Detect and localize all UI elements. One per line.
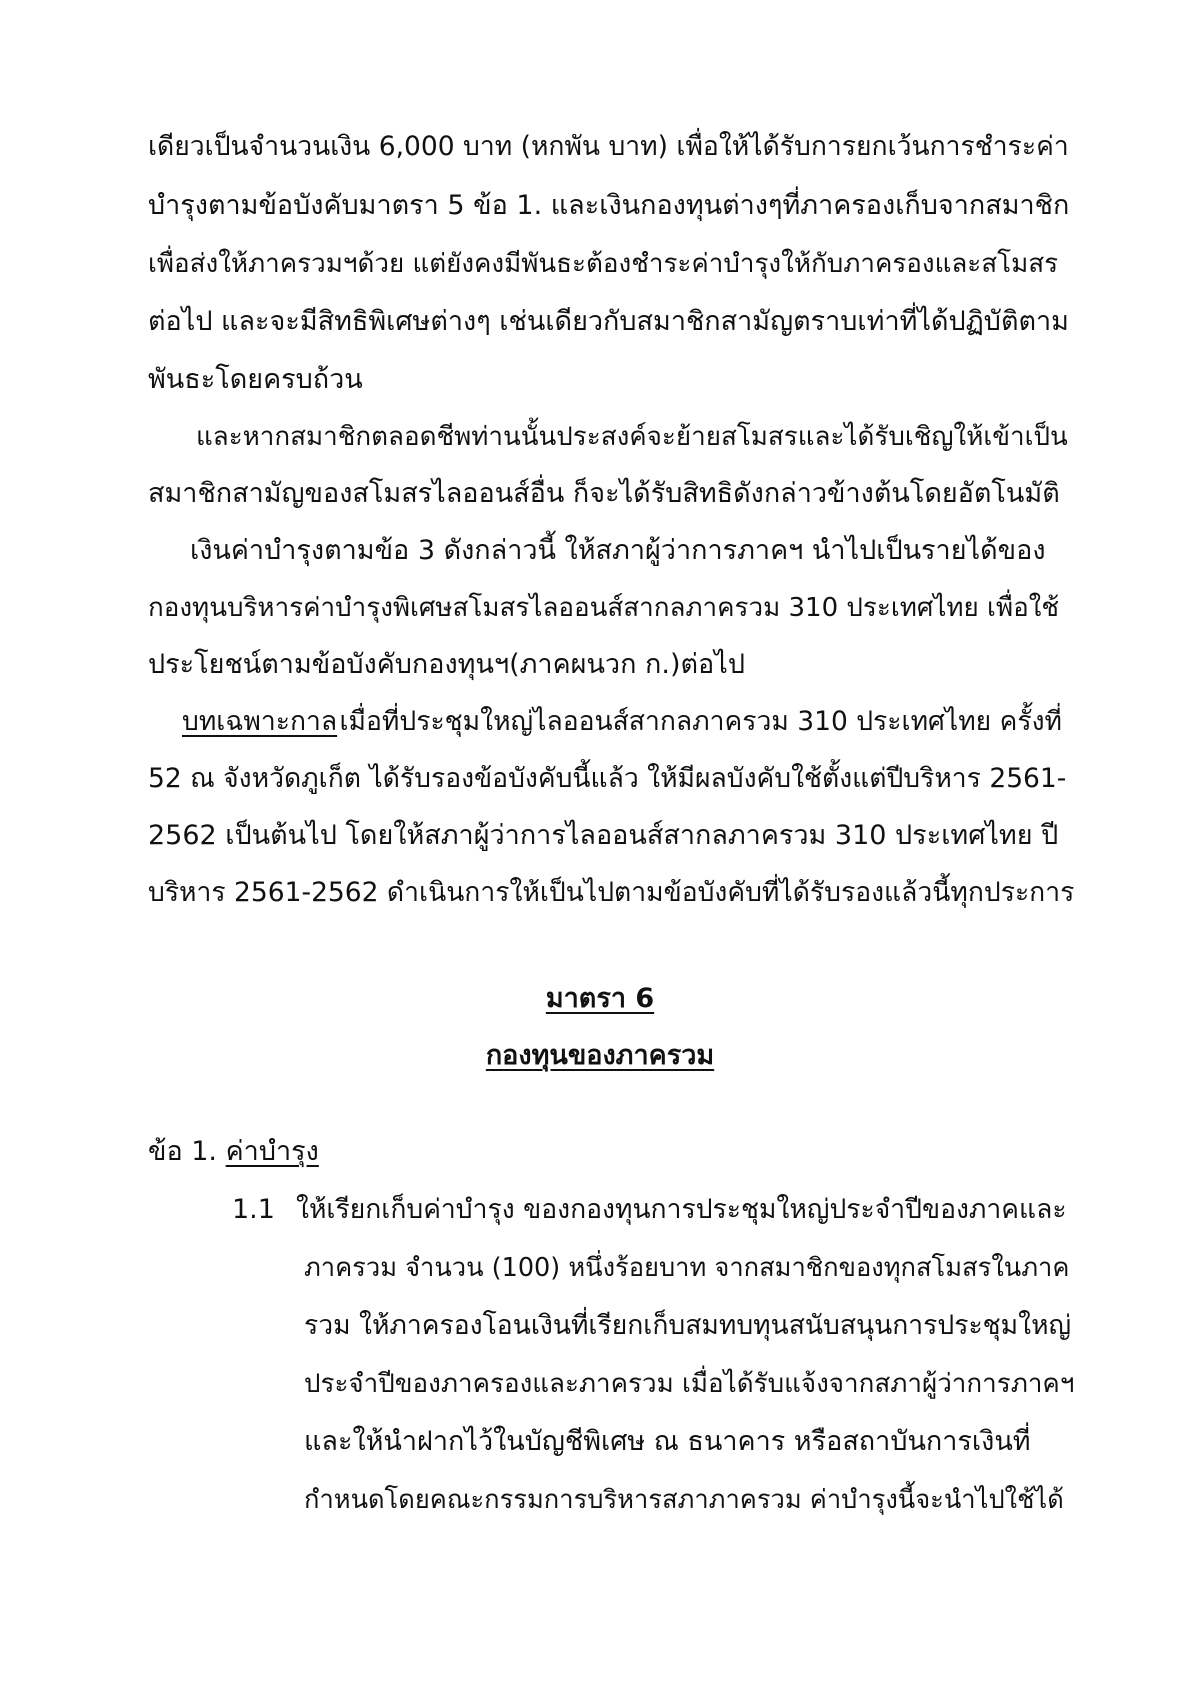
- paragraph-line: ต่อไป และจะมีสิทธิพิเศษต่างๆ เช่นเดียวกับสมาชิกสามัญตราบเท่าที่ได้ปฏิบัติตาม: [148, 306, 1069, 337]
- paragraph-line: 2562 เป็นต้นไป โดยให้สภาผู้ว่าการไลออนส์สากลภาครวม 310 ประเทศไทย ปี: [148, 820, 1059, 851]
- subclause-line: รวม ให้ภาครองโอนเงินที่เรียกเก็บสมทบทุนสนับสนุนการประชุมใหญ่: [304, 1310, 1072, 1341]
- clause-prefix: ข้อ 1.: [148, 1136, 218, 1167]
- paragraph-line: 52 ณ จังหวัดภูเก็ต ได้รับรองข้อบังคับนี้แล้ว ให้มีผลบังคับใช้ตั้งแต่ปีบริหาร 2561-: [148, 763, 1067, 794]
- paragraph-line: เพื่อส่งให้ภาครวมฯด้วย แต่ยังคงมีพันธะต้องชำระค่าบำรุงให้กับภาครองและสโมสร: [148, 249, 1059, 279]
- section-subtitle: กองทุนของภาครวม: [485, 1040, 715, 1071]
- subclause-line: ให้เรียกเก็บค่าบำรุง ของกองทุนการประชุมใหญ่ประจำปีของภาคและ: [296, 1194, 1067, 1225]
- paragraph-line: สมาชิกสามัญของสโมสรไลออนส์อื่น ก็จะได้รับสิทธิดังกล่าวข้างต้นโดยอัตโนมัติ: [148, 478, 1060, 509]
- section-title: มาตรา 6: [545, 983, 655, 1014]
- paragraph-line: กองทุนบริหารค่าบำรุงพิเศษสโมสรไลออนส์สากลภาครวม 310 ประเทศไทย เพื่อใช้: [148, 593, 1060, 623]
- transitional-provision-label: บทเฉพาะกาล: [182, 706, 338, 737]
- clause-title: ค่าบำรุง: [225, 1136, 319, 1167]
- paragraph-line: เมื่อที่ประชุมใหญ่ไลออนส์สากลภาครวม 310 ประเทศไทย ครั้งที่: [339, 706, 1062, 737]
- paragraph-line: บำรุงตามข้อบังคับมาตรา 5 ข้อ 1. และเงินกองทุนต่างๆที่ภาครองเก็บจากสมาชิก: [148, 190, 1070, 221]
- paragraph-line: และหากสมาชิกตลอดชีพท่านนั้นประสงค์จะย้ายสโมสรและได้รับเชิญให้เข้าเป็น: [196, 422, 1068, 452]
- subclause-line: และให้นำฝากไว้ในบัญชีพิเศษ ณ ธนาคาร หรือสถาบันการเงินที่: [304, 1426, 1031, 1457]
- paragraph-line: เงินค่าบำรุงตามข้อ 3 ดังกล่าวนี้ ให้สภาผู้ว่าการภาคฯ นำไปเป็นรายได้ของ: [190, 535, 1046, 566]
- subclause-number: 1.1: [232, 1194, 275, 1225]
- clause-heading: [148, 1133, 319, 1171]
- paragraph-line: บริหาร 2561-2562 ดำเนินการให้เป็นไปตามข้อบังคับที่ได้รับรองแล้วนี้ทุกประการ: [148, 877, 1075, 908]
- paragraph-line: พันธะโดยครบถ้วน: [148, 364, 363, 395]
- subclause-line: กำหนดโดยคณะกรรมการบริหารสภาภาครวม ค่าบำรุงนี้จะนำไปใช้ได้: [304, 1485, 1064, 1515]
- transitional-provision-first-line: [182, 703, 1062, 741]
- paragraph-line: ประโยชน์ตามข้อบังคับกองทุนฯ(ภาคผนวก ก.)ต่อไป: [148, 649, 745, 680]
- subclause-line: ภาครวม จำนวน (100) หนึ่งร้อยบาท จากสมาชิกของทุกสโมสรในภาค: [304, 1253, 1070, 1283]
- paragraph-line: เดียวเป็นจำนวนเงิน 6,000 บาท (หกพัน บาท) เพื่อให้ได้รับการยกเว้นการชำระค่า: [148, 131, 1069, 162]
- subclause-line: ประจำปีของภาครองและภาครวม เมื่อได้รับแจ้งจากสภาผู้ว่าการภาคฯ: [304, 1369, 1075, 1399]
